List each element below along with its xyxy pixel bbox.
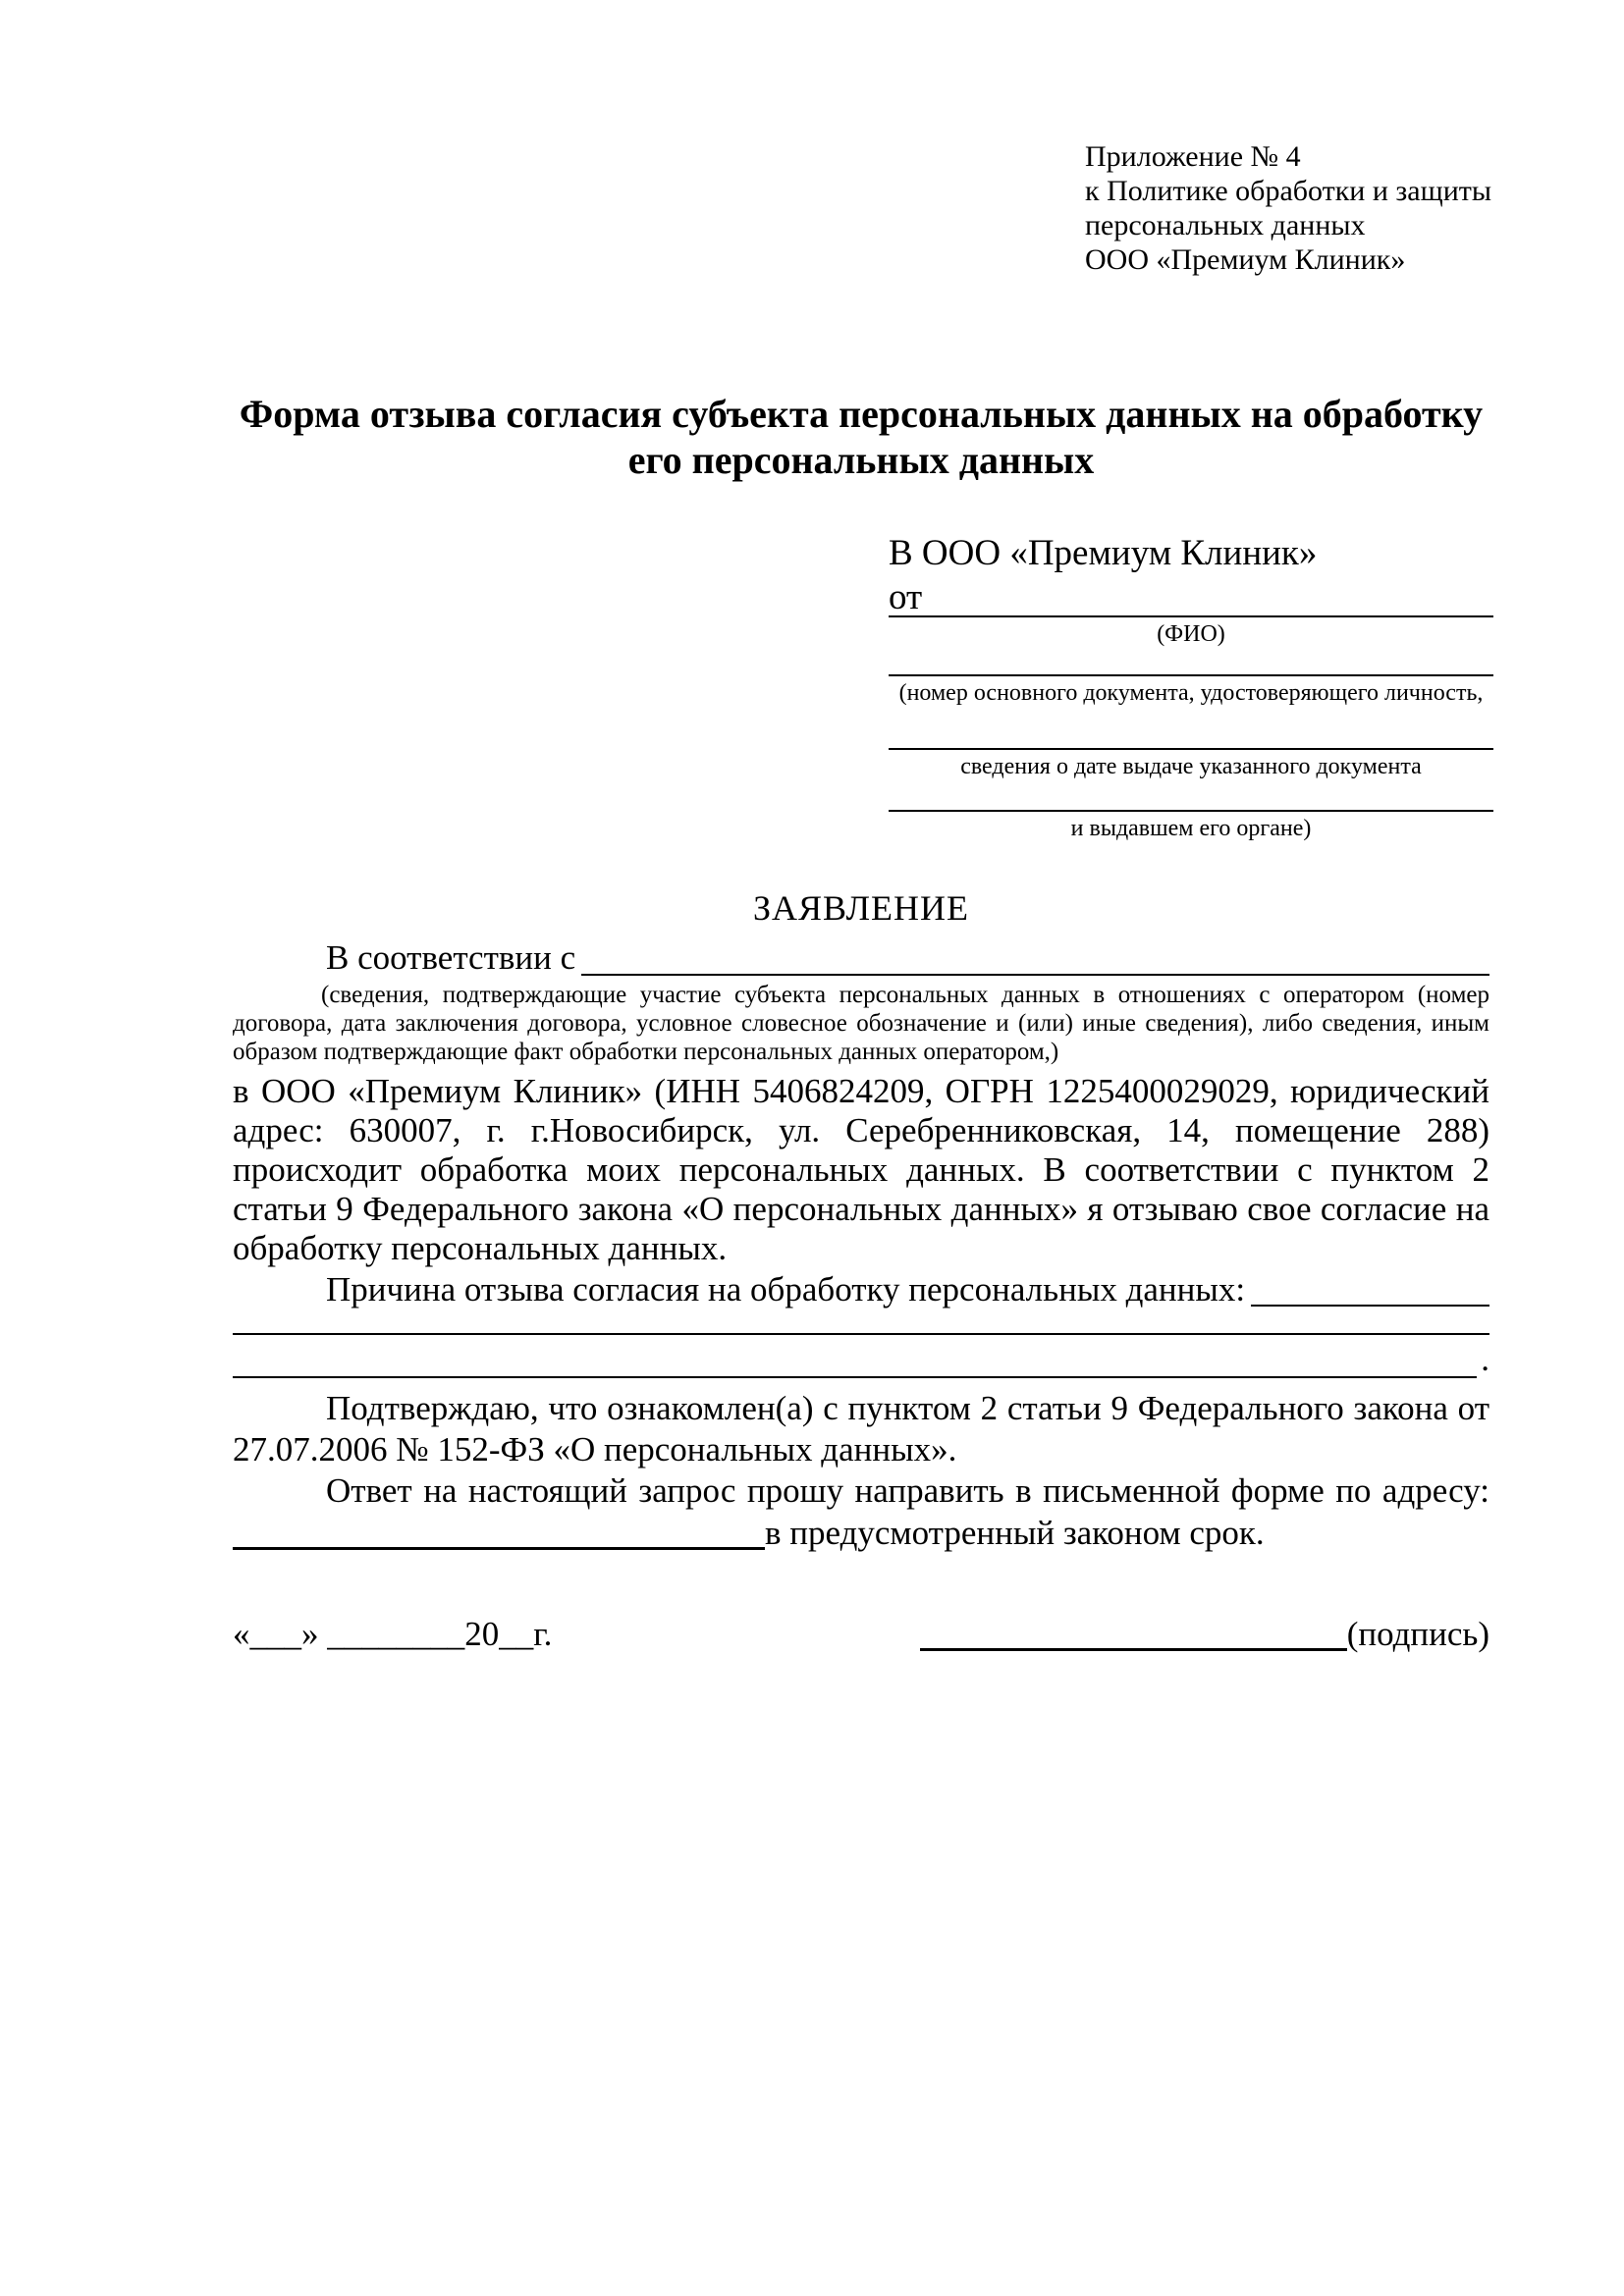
addressee-from-label: от (889, 575, 1493, 617)
reason-blank-rule (233, 1335, 1477, 1378)
appendix-line: Приложение № 4 (1085, 140, 1301, 173)
basis-line (233, 935, 1489, 981)
basis-label: В соответствии с (326, 938, 576, 977)
reason-blank-line-3 (233, 1335, 1489, 1378)
reply-address-line: Ответ на настоящий запрос прошу направить в письменной форме по адресу: (326, 1471, 1489, 1510)
statement-section (233, 886, 1489, 1657)
appendix-line: ООО «Премиум Клиник» (1085, 243, 1406, 276)
document-number-blank-line (889, 647, 1493, 676)
reason-end-period: . (1481, 1340, 1489, 1378)
statement-heading: ЗАЯВЛЕНИЕ (752, 888, 970, 928)
issue-date-blank-line (889, 708, 1493, 750)
reason-blank-line (1251, 1268, 1489, 1307)
document-title (233, 391, 1489, 483)
fio-caption: (ФИО) (1157, 621, 1225, 647)
date-blank: «___» ________20__г. (233, 1615, 553, 1653)
reason-label: Причина отзыва согласия на обработку персональных данных: (326, 1270, 1246, 1308)
signature-field (920, 1612, 1489, 1657)
addressee-block (889, 531, 1493, 843)
reply-address-blank-row (233, 1512, 1489, 1555)
document-number-caption: (номер основного документа, удостоверяющего личность, (898, 680, 1484, 706)
signature-caption: (подпись) (1346, 1615, 1489, 1653)
reply-suffix-text: в предусмотренный законом срок. (765, 1514, 1265, 1552)
issue-date-caption: сведения о дате выдаче указанного документа (960, 754, 1422, 779)
appendix-line: персональных данных (1085, 209, 1366, 241)
document-title-line: его персональных данных (627, 438, 1095, 482)
signature-row (233, 1612, 1489, 1657)
statement-body-paragraph: в ООО «Премиум Клиник» (ИНН 5406824209, ОГРН 1225400029029, юридический адрес: 630007, г. г.Новосибирск, ул. Серебренниковская, 14, помещение 288) происходит обработка моих персональных данных. В соответствии с пунктом 2 статьи 9 Федерального закона «О персональных данных» я отзываю свое согласие на обработку персональных данных. (233, 1072, 1489, 1267)
basis-footnote: (сведения, подтверждающие участие субъекта персональных данных в отношениях с оператором (номер договора, дата заключения договора, условное словесное обозначение и (или) иные сведения), либо сведения, иным образом подтверждающие факт обработки персональных данных оператором,) (233, 982, 1489, 1065)
reply-address-blank-line (233, 1512, 765, 1550)
issuing-authority-blank-line (889, 781, 1493, 812)
appendix-line: к Политике обработки и защиты (1085, 175, 1492, 207)
reason-line (233, 1268, 1489, 1311)
issuing-authority-caption: и выдавшем его органе) (1070, 816, 1312, 841)
reason-blank-line-2 (233, 1311, 1489, 1335)
appendix-reference (1085, 139, 1491, 277)
document-title-line: Форма отзыва согласия субъекта персональных данных на обработку (239, 392, 1484, 436)
addressee-to: В ООО «Премиум Клиник» (889, 533, 1318, 573)
confirmation-paragraph: Подтверждаю, что ознакомлен(а) с пунктом 2 статьи 9 Федерального закона от 27.07.2006 № 152-ФЗ «О персональных данных». (233, 1389, 1489, 1468)
signature-blank-line (920, 1612, 1347, 1651)
basis-blank-line (581, 935, 1489, 976)
